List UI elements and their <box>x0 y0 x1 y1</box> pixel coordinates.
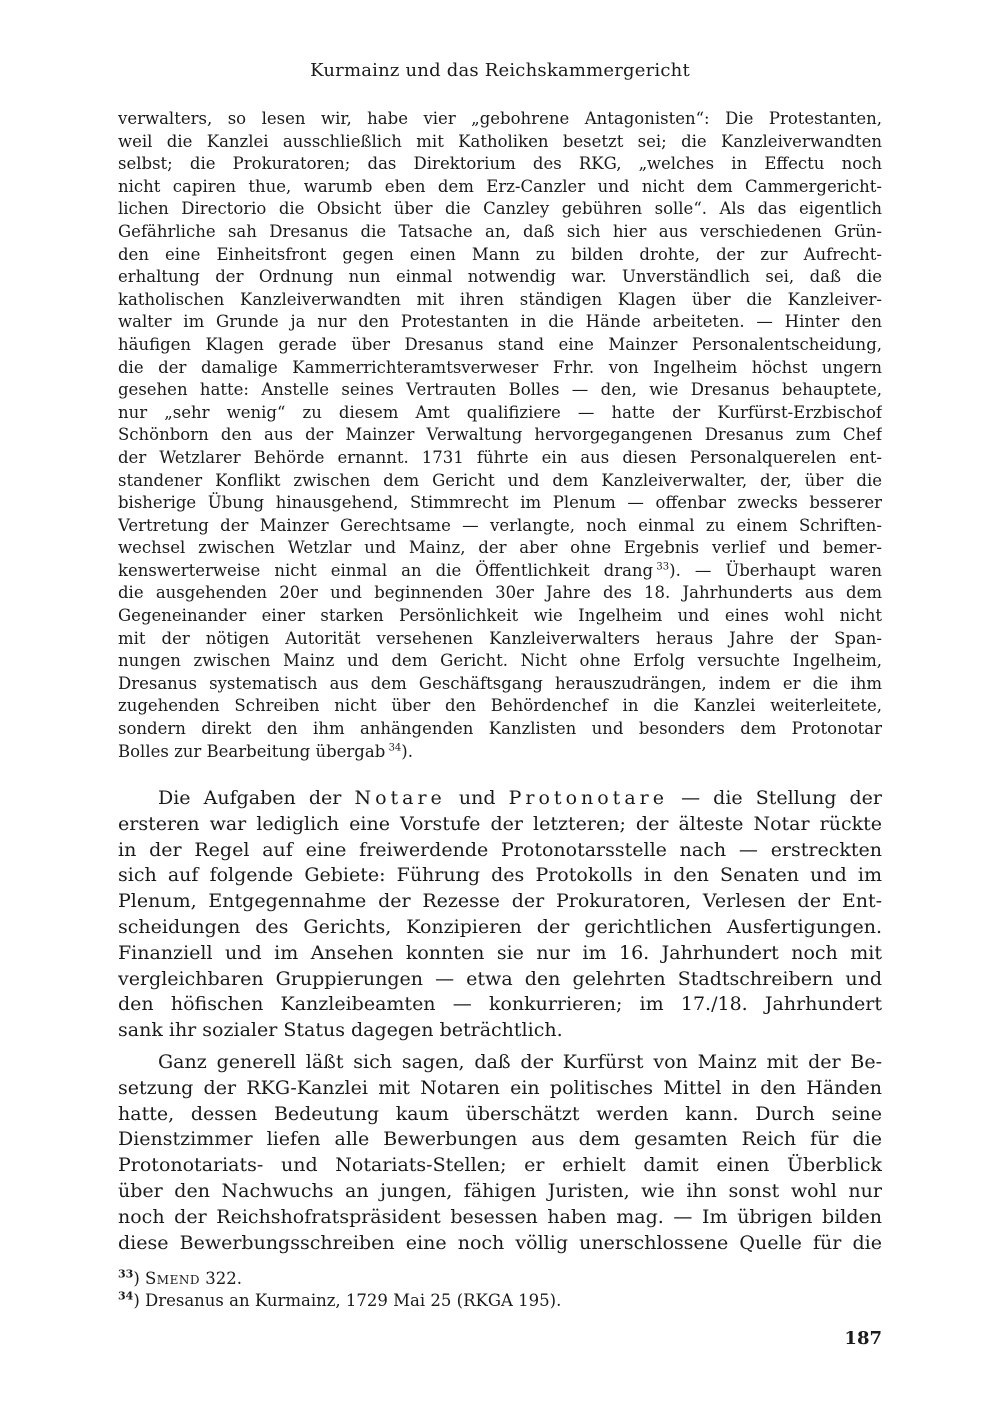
text-line: gesehen hatte: Anstelle seines Vertrauten Bolles — den, wie Dresanus behauptete, <box>118 380 882 400</box>
text-line: nicht capiren thue, warumb eben dem Erz-Canzler und nicht dem Cammergericht- <box>118 176 882 196</box>
footnote-number-close: ) <box>133 1269 140 1288</box>
text-fragment: Die Aufgaben der <box>158 787 342 809</box>
spaced-term: Notare <box>354 787 446 809</box>
text-line: setzung der RKG-Kanzlei mit Notaren ein politisches Mittel in den Händen <box>118 1076 882 1099</box>
text-line: über den Nachwuchs an jungen, fähigen Juristen, wie ihn sonst wohl nur <box>118 1179 882 1202</box>
spaced-term: Protonotare <box>508 787 668 809</box>
footnote-text: Dresanus an Kurmainz, 1729 Mai 25 (RKGA 195). <box>139 1291 562 1310</box>
text-line: Gegeneinander einer starken Persönlichkeit wie Ingelheim und eines wohl nicht <box>118 606 882 626</box>
footnote-ref: 33 <box>656 561 670 573</box>
text-line: nungen zwischen Mainz und dem Gericht. Nicht ohne Erfolg versuchte Ingelheim, <box>118 651 882 671</box>
text-line: Vertretung der Mainzer Gerechtsame — verlangte, noch einmal zu einem Schriften- <box>118 515 882 535</box>
text-line: mit der nötigen Autorität versehenen Kanzleiverwalters heraus Jahre der Span- <box>118 628 882 648</box>
text-line: scheidungen des Gerichts, Konzipieren der gerichtlichen Ausfertigungen. <box>118 915 882 938</box>
footnote-number: 34 <box>118 1289 134 1303</box>
text-line: standener Konflikt zwischen dem Gericht und dem Kanzleiverwalter, der, über die <box>118 470 882 490</box>
text-line: Gefährliche sah Dresanus die Tatsache an, daß sich hier aus verschiedenen Grün- <box>118 221 882 241</box>
footnote <box>118 1268 882 1290</box>
text-line: noch der Reichshofratspräsident besessen haben mag. — Im übrigen bilden <box>118 1205 882 1228</box>
text-line: hatte, dessen Bedeutung kaum überschätzt werden kann. Durch seine <box>118 1102 882 1125</box>
text-line <box>118 786 882 812</box>
text-line: sich auf folgende Gebiete: Führung des Protokolls in den Senaten und im <box>118 864 882 887</box>
footnotes <box>118 1268 882 1312</box>
text-fragment: ). — Überhaupt waren <box>669 560 882 580</box>
footnote-author: Smend <box>145 1269 200 1288</box>
footnote-text: 322. <box>199 1269 242 1288</box>
text-line: wechsel zwischen Wetzlar und Mainz, der aber ohne Ergebnis verlief und bemer- <box>118 538 882 558</box>
paragraph-main <box>118 786 882 1256</box>
text-line: den eine Einheitsfront gegen einen Mann zu bilden drohte, der zur Aufrecht- <box>118 244 882 264</box>
text-line: selbst; die Prokuratoren; das Direktorium des RKG, „welches in Effectu noch <box>118 154 882 174</box>
text-fragment: ). <box>401 741 413 761</box>
text-line: erhaltung der Ordnung nun einmal notwendig war. Unverständlich sei, daß die <box>118 267 882 287</box>
text-line: Finanziell und im Ansehen konnten sie nur im 16. Jahrhundert noch mit <box>118 941 882 964</box>
text-line: ersteren war lediglich eine Vorstufe der letzteren; der älteste Notar rückte <box>118 812 882 835</box>
text-line: lichen Directorio die Obsicht über die Canzley gebühren solle“. Als das eigentlich <box>118 199 882 219</box>
text-fragment: — die Stellung der <box>681 787 882 809</box>
paragraph-small-print <box>118 108 882 763</box>
footnote <box>118 1290 882 1312</box>
text-fragment: kenswerterweise nicht einmal an die Öffentlichkeit drang <box>118 560 654 580</box>
text-line: häufigen Klagen gerade über Dresanus stand eine Mainzer Personalentscheidung, <box>118 334 882 354</box>
text-line: in der Regel auf eine freiwerdende Protonotarsstelle nach — erstreckten <box>118 838 882 861</box>
footnote-ref: 34 <box>388 742 402 754</box>
text-line: sondern direkt den ihm anhängenden Kanzlisten und besonders dem Protonotar <box>118 719 882 739</box>
text-line: zugehenden Schreiben nicht über den Behördenchef in die Kanzlei weiterleitete, <box>118 696 882 716</box>
text-line-with-footnote-ref <box>118 560 882 583</box>
footnote-number-close: ) <box>133 1291 140 1310</box>
text-line: der Wetzlarer Behörde ernannt. 1731 führte ein aus diesen Personalquerelen ent- <box>118 447 882 467</box>
text-line: Plenum, Entgegennahme der Rezesse der Prokuratoren, Verlesen der Ent- <box>118 890 882 913</box>
text-line: walter im Grunde ja nur den Protestanten in die Hände arbeiteten. — Hinter den <box>118 312 882 332</box>
text-line: Dienstzimmer liefen alle Bewerbungen aus dem gesamten Reich für die <box>118 1128 882 1151</box>
text-line: Ganz generell läßt sich sagen, daß der Kurfürst von Mainz mit der Be- <box>158 1050 882 1073</box>
text-line: Dresanus systematisch aus dem Geschäftsgang herauszudrängen, indem er die ihm <box>118 673 882 693</box>
text-line: nur „sehr wenig“ zu diesem Amt qualifiziere — hatte der Kurfürst-Erzbischof <box>118 402 882 422</box>
text-line: katholischen Kanzleiverwandten mit ihren ständigen Klagen über die Kanzleiver- <box>118 289 882 309</box>
text-line: vergleichbaren Gruppierungen — etwa den gelehrten Stadtschreibern und <box>118 967 882 990</box>
text-line: diese Bewerbungsschreiben eine noch völlig unerschlossene Quelle für die <box>118 1231 882 1254</box>
page-number: 187 <box>844 1328 882 1349</box>
text-line: den höfischen Kanzleibeamten — konkurrieren; im 17./18. Jahrhundert <box>118 993 882 1016</box>
text-line: die der damalige Kammerrichteramtsverweser Frhr. von Ingelheim höchst ungern <box>118 357 882 377</box>
text-fragment: und <box>458 787 496 809</box>
text-line-with-footnote-ref <box>118 741 882 764</box>
text-line: Schönborn den aus der Mainzer Verwaltung hervorgegangenen Dresanus zum Chef <box>118 425 882 445</box>
text-line: sank ihr sozialer Status dagegen beträchtlich. <box>118 1019 563 1042</box>
footnote-number: 33 <box>118 1267 134 1281</box>
text-line: die ausgehenden 20er und beginnenden 30er Jahre des 18. Jahrhunderts aus dem <box>118 583 882 603</box>
text-line: verwalters, so lesen wir, habe vier „gebohrene Antagonisten“: Die Protestanten, <box>118 109 882 128</box>
text-line: weil die Kanzlei ausschließlich mit Katholiken besetzt sei; die Kanzleiverwandten <box>118 131 882 151</box>
paragraph <box>118 1050 882 1256</box>
text-line: Protonotariats- und Notariats-Stellen; er erhielt damit einen Überblick <box>118 1154 882 1177</box>
running-title: Kurmainz und das Reichskammergericht <box>310 60 690 81</box>
text-line: bisherige Übung hinausgehend, Stimmrecht im Plenum — offenbar zwecks besserer <box>118 493 882 513</box>
text-fragment: Bolles zur Bearbeitung übergab <box>118 741 386 761</box>
